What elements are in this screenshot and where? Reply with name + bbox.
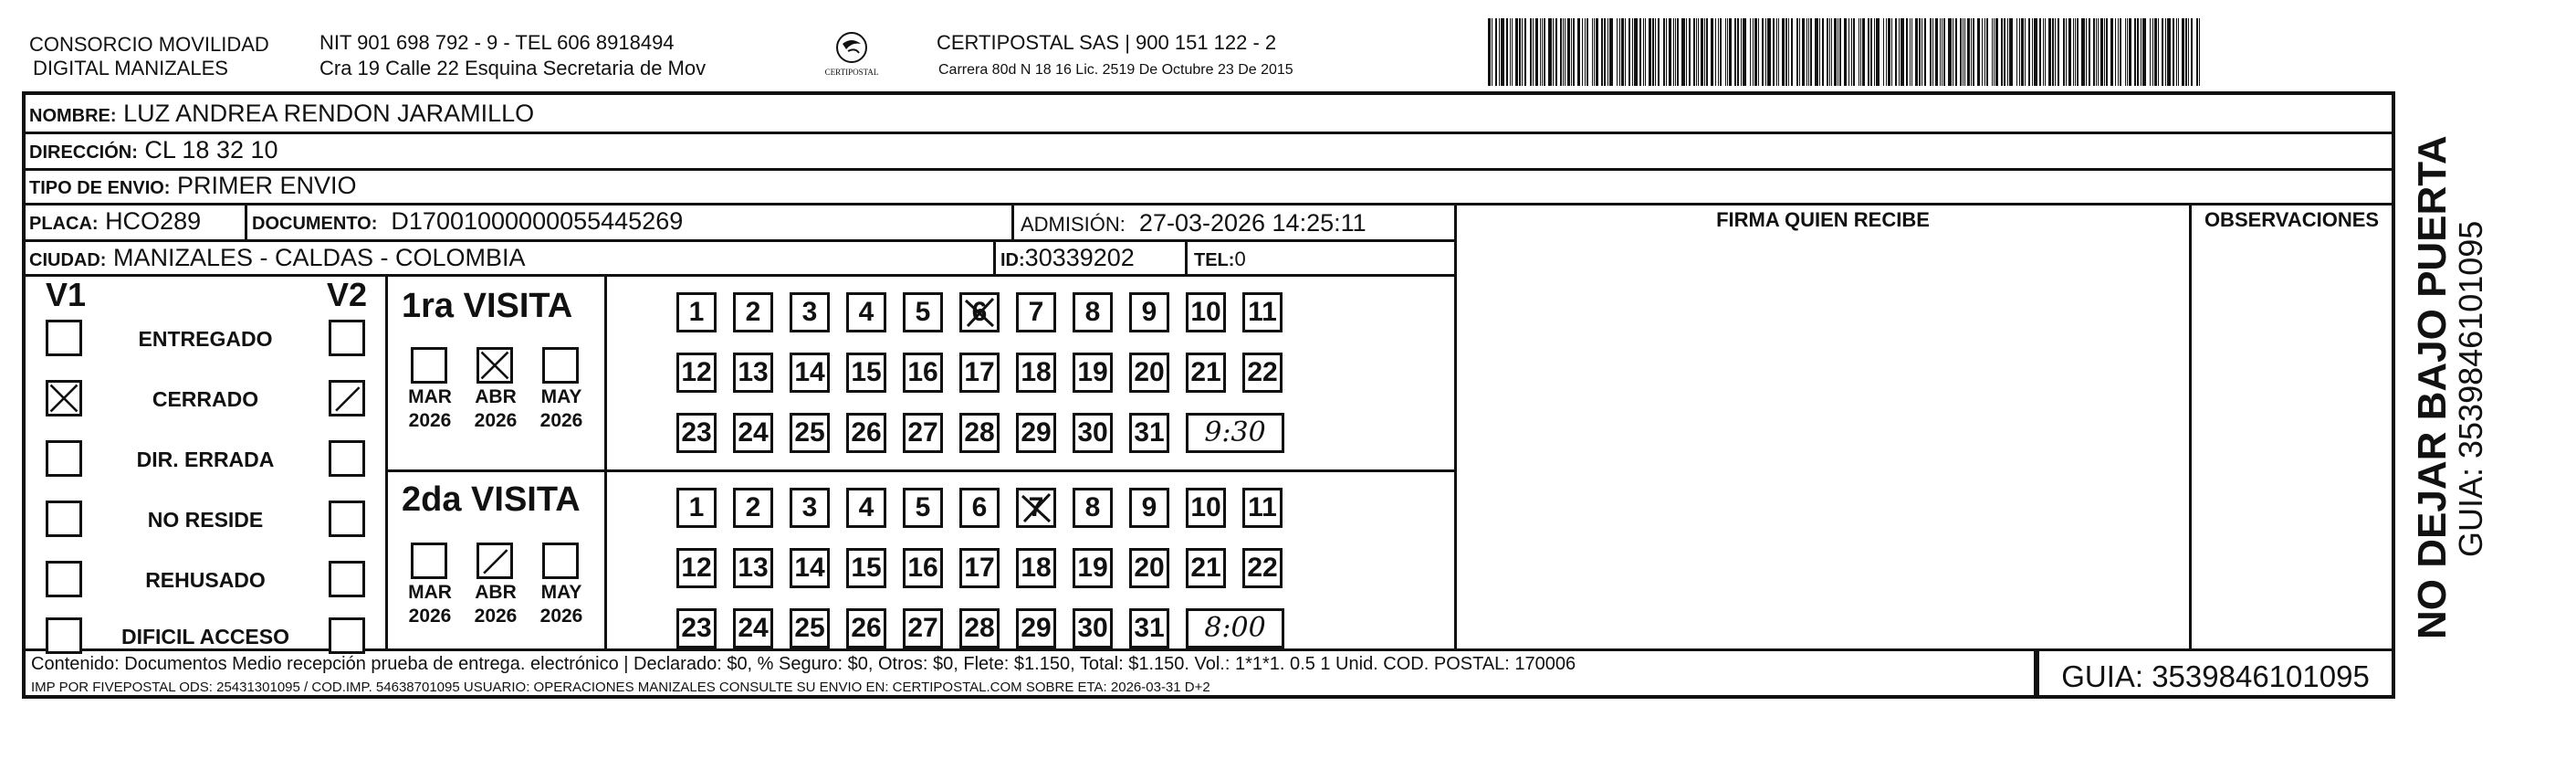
status-label: REHUSADO [145, 568, 266, 592]
day-box[interactable]: 16 [903, 548, 943, 588]
day-box[interactable]: 18 [1016, 548, 1056, 588]
day-box[interactable]: 26 [846, 413, 886, 453]
documento-field [252, 205, 683, 240]
day-box[interactable]: 16 [903, 353, 943, 393]
check-mark-icon [479, 350, 510, 381]
day-box[interactable]: 12 [676, 548, 717, 588]
handwritten-time: 9:30 [1186, 413, 1284, 453]
no-dejar-warning: NO DEJAR BAJO PUERTA [2410, 135, 2455, 639]
v1-checkbox-1[interactable] [46, 380, 82, 416]
month-year: 2026 [408, 606, 452, 627]
admision-label: ADMISIÓN: [1021, 213, 1126, 236]
delivery-form [22, 91, 2395, 699]
tipo-envio-field [29, 169, 357, 205]
v2-checkbox-4[interactable] [329, 561, 365, 597]
day-box[interactable]: 2 [733, 488, 773, 528]
day-box[interactable]: 24 [733, 413, 773, 453]
day-box[interactable]: 31 [1129, 413, 1169, 453]
v2-header: V2 [327, 276, 368, 313]
day-box[interactable]: 11 [1242, 488, 1283, 528]
month-name: MAY [540, 386, 582, 407]
month-label [466, 385, 526, 433]
day-box[interactable]: 30 [1073, 413, 1113, 453]
day-box[interactable]: 13 [733, 548, 773, 588]
v2-checkbox-2[interactable] [329, 440, 365, 477]
day-box[interactable]: 2 [733, 292, 773, 332]
v1-checkbox-0[interactable] [46, 320, 82, 356]
day-box[interactable]: 23 [676, 413, 717, 453]
firma-header: FIRMA QUIEN RECIBE [1716, 208, 1930, 231]
nombre-value: LUZ ANDREA RENDON JARAMILLO [123, 100, 535, 127]
month-checkbox-mar[interactable] [411, 347, 447, 384]
day-box[interactable]: 10 [1186, 488, 1226, 528]
month-checkbox-abr[interactable] [476, 543, 513, 579]
month-name: ABR [475, 386, 517, 407]
day-box[interactable]: 3 [790, 292, 830, 332]
day-box[interactable]: 27 [903, 413, 943, 453]
month-name: MAR [408, 386, 452, 407]
day-box[interactable]: 14 [790, 548, 830, 588]
day-box[interactable]: 12 [676, 353, 717, 393]
id-field [1000, 241, 1135, 277]
tel-field [1194, 241, 1246, 277]
nombre-label: NOMBRE: [29, 106, 117, 126]
company-name-line2: DIGITAL MANIZALES [33, 57, 228, 79]
status-label: DIR. ERRADA [136, 448, 275, 471]
day-box[interactable]: 25 [790, 608, 830, 648]
day-box[interactable]: 27 [903, 608, 943, 648]
day-box[interactable]: 29 [1016, 608, 1056, 648]
month-name: MAY [540, 582, 582, 603]
month-checkbox-abr[interactable] [476, 347, 513, 384]
month-year: 2026 [408, 410, 452, 431]
day-box[interactable]: 8 [1073, 488, 1113, 528]
placa-label: PLACA: [29, 214, 99, 234]
direccion-field [29, 133, 278, 169]
month-year: 2026 [474, 410, 518, 431]
day-box[interactable]: 5 [903, 292, 943, 332]
v1-header: V1 [46, 276, 87, 313]
id-value: 30339202 [1024, 244, 1135, 271]
month-checkbox-may[interactable] [542, 347, 579, 384]
day-box[interactable]: 23 [676, 608, 717, 648]
nombre-field [29, 97, 534, 132]
month-name: ABR [475, 582, 517, 603]
carrier-address: Carrera 80d N 18 16 Lic. 2519 De Octubre 23 De 2015 [938, 62, 1293, 78]
month-label [400, 581, 460, 628]
day-box[interactable]: 17 [959, 353, 1000, 393]
month-checkbox-mar[interactable] [411, 543, 447, 579]
v1-checkbox-4[interactable] [46, 561, 82, 597]
day-box[interactable]: 20 [1129, 353, 1169, 393]
imp-line: IMP POR FIVEPOSTAL ODS: 25431301095 / COD.IMP. 54638701095 USUARIO: OPERACIONES MANIZALES CONSULTE SU ENVIO EN: CERTIPOSTAL.COM SOBRE ETA: 2026-03-31 D+2 [31, 680, 1210, 695]
day-box[interactable]: 6 [959, 488, 1000, 528]
tel-label: TEL: [1194, 250, 1235, 270]
v1-checkbox-5[interactable] [46, 617, 82, 654]
company-name-line1: CONSORCIO MOVILIDAD [29, 33, 269, 56]
day-box[interactable]: 22 [1242, 353, 1283, 393]
content-line: Contenido: Documentos Medio recepción prueba de entrega. electrónico | Declarado: $0, % Seguro: $0, Otros: $0, Flete: $1.150, Total: $1.150. Vol.: 1*1*1. 0.5 1 Unid. COD. POSTAL: 170006 [31, 654, 1576, 674]
status-label: DIFICIL ACCESO [120, 625, 289, 648]
day-box[interactable]: 20 [1129, 548, 1169, 588]
day-box[interactable]: 4 [846, 292, 886, 332]
month-label [531, 385, 592, 433]
day-box[interactable]: 5 [903, 488, 943, 528]
day-box[interactable]: 30 [1073, 608, 1113, 648]
day-box[interactable]: 17 [959, 548, 1000, 588]
tel-value: 0 [1234, 248, 1246, 270]
month-year: 2026 [539, 606, 583, 627]
day-box[interactable]: 7 [1016, 292, 1056, 332]
ciudad-value: MANIZALES - CALDAS - COLOMBIA [112, 244, 526, 271]
day-box[interactable]: 19 [1073, 353, 1113, 393]
day-box[interactable]: 3 [790, 488, 830, 528]
day-box[interactable]: 11 [1242, 292, 1283, 332]
check-mark-icon [48, 383, 79, 414]
tipo-envio-label: TIPO DE ENVIO: [29, 178, 171, 198]
day-box[interactable]: 24 [733, 608, 773, 648]
visit2-title: 2da VISITA [402, 480, 581, 519]
day-box[interactable] [959, 292, 1000, 332]
ciudad-label: CIUDAD: [29, 250, 107, 270]
guia-footer: GUIA: 3539846101095 [2061, 659, 2370, 693]
logo-text: CERTIPOSTAL [824, 68, 879, 77]
month-checkbox-may[interactable] [542, 543, 579, 579]
status-label: ENTREGADO [138, 327, 273, 351]
v2-checkbox-3[interactable] [329, 501, 365, 537]
check-mark-icon [331, 383, 362, 414]
day-box[interactable]: 25 [790, 413, 830, 453]
v1-checkbox-2[interactable] [46, 440, 82, 477]
admision-field [1021, 206, 1367, 241]
day-box[interactable]: 28 [959, 608, 1000, 648]
direccion-value: CL 18 32 10 [144, 136, 278, 163]
admision-value: 27-03-2026 14:25:11 [1138, 209, 1367, 237]
day-box[interactable]: 4 [846, 488, 886, 528]
day-box[interactable]: 19 [1073, 548, 1113, 588]
visit1-title: 1ra VISITA [402, 287, 573, 325]
v2-checkbox-5[interactable] [329, 617, 365, 654]
barcode [1488, 18, 2214, 86]
day-box[interactable]: 15 [846, 548, 886, 588]
day-box[interactable]: 22 [1242, 548, 1283, 588]
day-number: 6 [971, 297, 988, 327]
id-label: ID: [1000, 250, 1025, 270]
certipostal-logo [815, 27, 888, 84]
v2-checkbox-1[interactable] [329, 380, 365, 416]
day-box[interactable]: 28 [959, 413, 1000, 453]
day-box[interactable]: 21 [1186, 548, 1226, 588]
day-box[interactable]: 9 [1129, 292, 1169, 332]
month-name: MAR [408, 582, 452, 603]
month-year: 2026 [474, 606, 518, 627]
day-box[interactable]: 8 [1073, 292, 1113, 332]
documento-value: D17001000000055445269 [391, 207, 684, 235]
observaciones-header: OBSERVACIONES [2204, 208, 2380, 231]
day-box[interactable]: 14 [790, 353, 830, 393]
v1-checkbox-3[interactable] [46, 501, 82, 537]
day-box[interactable]: 31 [1129, 608, 1169, 648]
side-guia: GUIA: 3539846101095 [2452, 220, 2489, 557]
day-box[interactable]: 29 [1016, 413, 1056, 453]
day-box[interactable]: 9 [1129, 488, 1169, 528]
tipo-envio-value: PRIMER ENVIO [176, 172, 357, 199]
day-box[interactable]: 13 [733, 353, 773, 393]
day-box[interactable]: 26 [846, 608, 886, 648]
check-mark-icon [479, 545, 510, 576]
day-box[interactable]: 18 [1016, 353, 1056, 393]
day-number: 7 [1028, 492, 1044, 522]
month-label [466, 581, 526, 628]
day-box[interactable] [1016, 488, 1056, 528]
company-address: Cra 19 Calle 22 Esquina Secretaria de Mov [319, 57, 707, 79]
handwritten-time: 8:00 [1186, 608, 1284, 648]
placa-field [29, 205, 201, 240]
day-box[interactable]: 21 [1186, 353, 1226, 393]
day-box[interactable]: 1 [676, 488, 717, 528]
company-nit: NIT 901 698 792 - 9 - TEL 606 8918494 [319, 31, 675, 54]
carrier-name: CERTIPOSTAL SAS | 900 151 122 - 2 [937, 31, 1277, 54]
month-year: 2026 [539, 410, 583, 431]
ciudad-field [29, 241, 526, 277]
status-label: NO RESIDE [147, 508, 264, 532]
day-box[interactable]: 10 [1186, 292, 1226, 332]
v2-checkbox-0[interactable] [329, 320, 365, 356]
status-label: CERRADO [152, 387, 259, 411]
direccion-label: DIRECCIÓN: [29, 142, 138, 163]
month-label [400, 385, 460, 433]
placa-value: HCO289 [105, 207, 202, 235]
month-label [531, 581, 592, 628]
documento-label: DOCUMENTO: [252, 214, 378, 234]
day-box[interactable]: 15 [846, 353, 886, 393]
day-box[interactable]: 1 [676, 292, 717, 332]
